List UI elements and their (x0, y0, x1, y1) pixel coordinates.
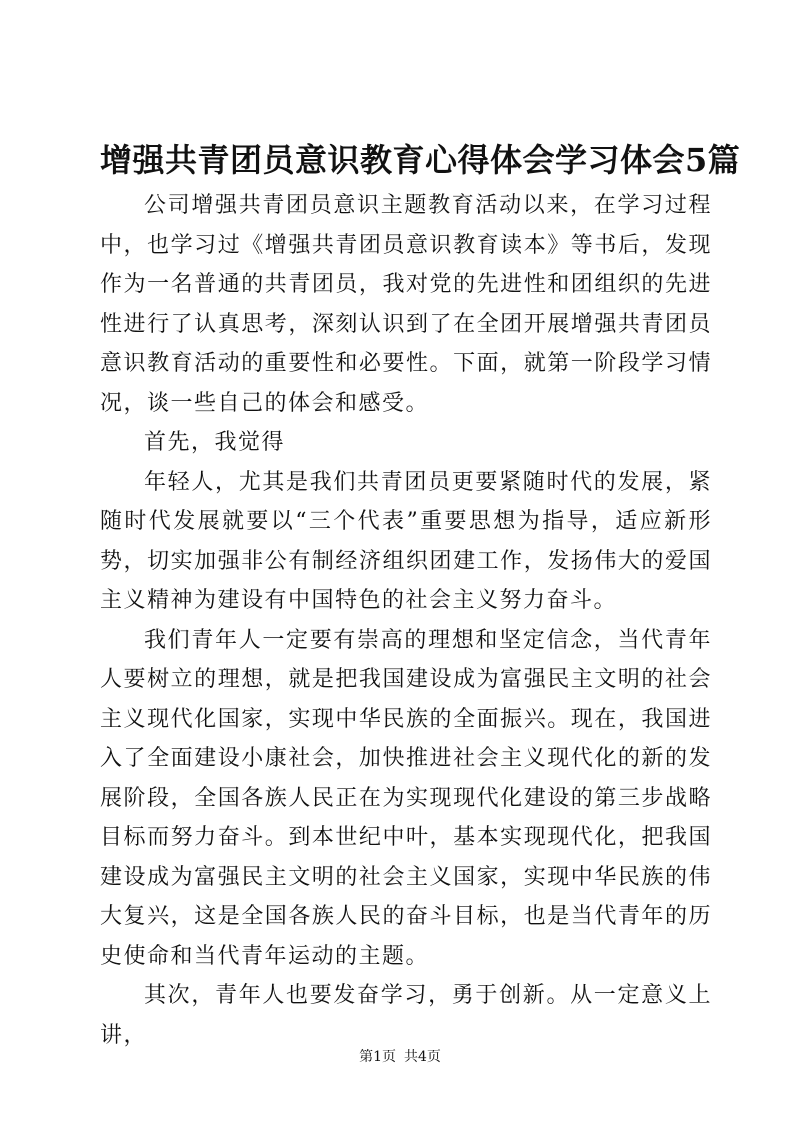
paragraph-3: 年轻人，尤其是我们共青团员更要紧随时代的发展，紧随时代发展就要以“三个代表”重要思想为指导，适应新形势，切实加强非公有制经济组织团建工作，发扬伟大的爱国主义精神为建设有中国特色的社会主义努力奋斗。 (100, 469, 712, 613)
paragraph-5: 其次，青年人也要发奋学习，勇于创新。从一定意义上讲， (100, 983, 712, 1048)
document-title: 增强共青团员意识教育心得体会学习体会5篇 (100, 141, 741, 179)
document-body (100, 186, 712, 1055)
paragraph-1: 公司增强共青团员意识主题教育活动以来，在学习过程中，也学习过《增强共青团员意识教育读本》等书后，发现作为一名普通的共青团员，我对党的先进性和团组织的先进性进行了认真思考，深刻认识到了在全团开展增强共青团员意识教育活动的重要性和必要性。下面，就第一阶段学习情况，谈一些自己的体会和感受。 (100, 193, 712, 416)
paragraph-2: 首先，我觉得 (144, 430, 286, 455)
paragraph-4: 我们青年人一定要有崇高的理想和坚定信念，当代青年人要树立的理想，就是把我国建设成为富强民主文明的社会主义现代化国家，实现中华民族的全面振兴。现在，我国进入了全面建设小康社会，加快推进社会主义现代化的新的发展阶段，全国各族人民正在为实现现代化建设的第三步战略目标而努力奋斗。到本世纪中叶，基本实现现代化，把我国建设成为富强民主文明的社会主义国家，实现中华民族的伟大复兴，这是全国各族人民的奋斗目标，也是当代青年的历史使命和当代青年运动的主题。 (100, 627, 712, 969)
page-number-total: 共4页 (404, 1049, 441, 1065)
page-footer (0, 1047, 800, 1067)
page-number-current: 第1页 (359, 1049, 396, 1065)
